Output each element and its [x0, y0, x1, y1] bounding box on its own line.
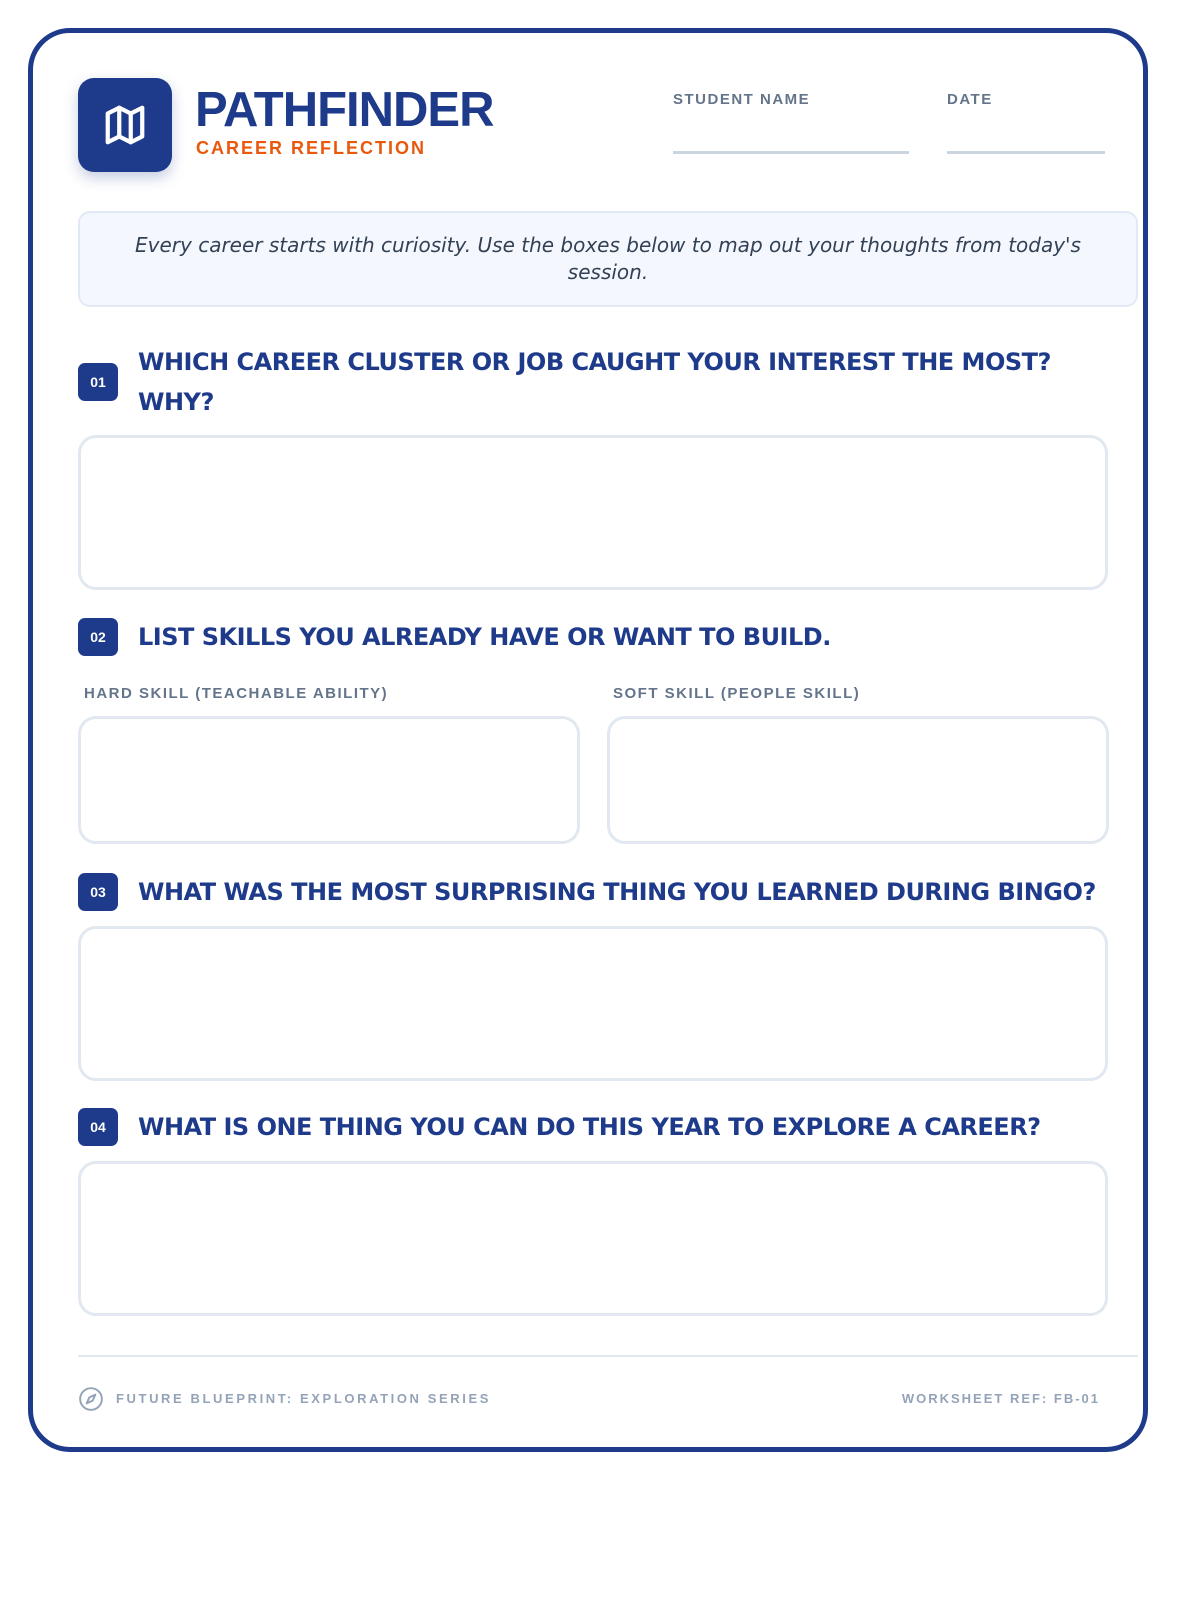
hard-skill-label: HARD SKILL (TEACHABLE ABILITY): [84, 685, 389, 702]
student-name-label: STUDENT NAME: [673, 91, 811, 108]
date-field[interactable]: [947, 151, 1105, 154]
question-text: WHAT WAS THE MOST SURPRISING THING YOU LEARNED DURING BINGO?: [138, 878, 1096, 906]
question-text: LIST SKILLS YOU ALREADY HAVE OR WANT TO BUILD.: [138, 623, 831, 651]
brand-subtitle: CAREER REFLECTION: [196, 138, 427, 158]
soft-skill-label: SOFT SKILL (PEOPLE SKILL): [613, 685, 861, 702]
footer-divider: [78, 1355, 1138, 1357]
intro-banner: [78, 211, 1138, 307]
date-label: DATE: [947, 91, 993, 108]
question-number-badge: 04: [78, 1108, 118, 1146]
logo-badge: [78, 78, 172, 172]
question-number-badge: 02: [78, 618, 118, 656]
question-text: WHAT IS ONE THING YOU CAN DO THIS YEAR TO EXPLORE A CAREER?: [138, 1113, 1041, 1141]
answer-box-hard-skill[interactable]: [78, 716, 580, 844]
answer-box-q4[interactable]: [78, 1161, 1108, 1316]
question-number-badge: 01: [78, 363, 118, 401]
map-icon: [102, 102, 148, 148]
question-number-badge: 03: [78, 873, 118, 911]
question-text: WHICH CAREER CLUSTER OR JOB CAUGHT YOUR INTEREST THE MOST? WHY?: [138, 348, 1051, 416]
student-name-field[interactable]: [673, 151, 909, 154]
footer-worksheet-ref: WORKSHEET REF: FB-01: [901, 1391, 1100, 1406]
intro-text: Every career starts with curiosity. Use the boxes below to map out your thoughts from today's session.: [135, 233, 1081, 284]
brand-title: PATHFINDER: [195, 83, 494, 137]
answer-box-q3[interactable]: [78, 926, 1108, 1081]
footer-series: FUTURE BLUEPRINT: EXPLORATION SERIES: [116, 1391, 492, 1406]
worksheet: [28, 28, 1148, 1452]
compass-icon: [78, 1386, 104, 1412]
answer-box-soft-skill[interactable]: [607, 716, 1109, 844]
answer-box-q1[interactable]: [78, 435, 1108, 590]
